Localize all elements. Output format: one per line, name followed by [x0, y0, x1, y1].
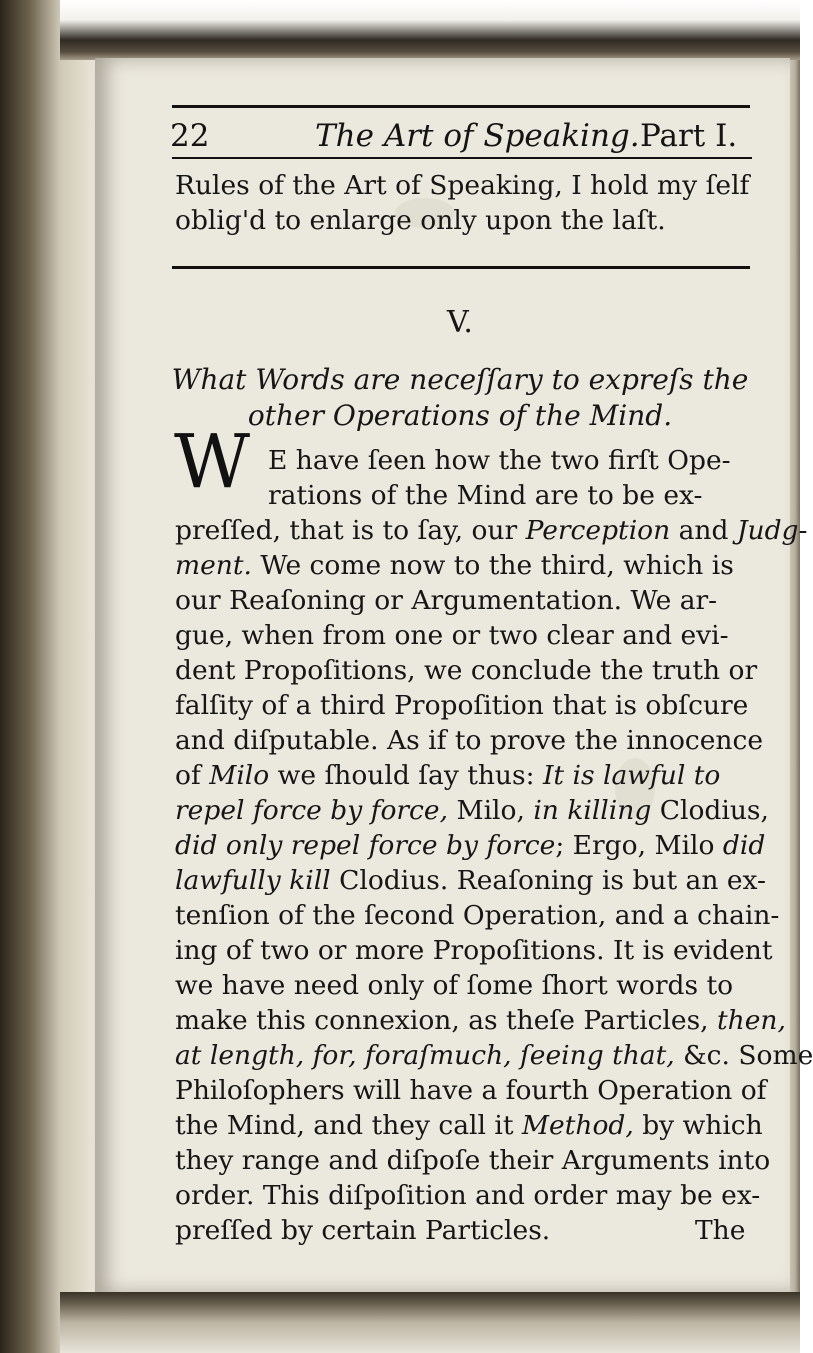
- header-top-rule: [172, 105, 750, 108]
- body-line-9: and diſputable. As if to prove the innocence: [175, 725, 764, 756]
- part-label: Part I.: [640, 118, 738, 154]
- body-line-7: dent Propoſitions, we conclude the truth or: [175, 655, 758, 686]
- body-line-10: of Milo we ſhould ſay thus: It is lawful to: [175, 760, 721, 791]
- body-line-8: falſity of a third Propoſition that is obſcure: [175, 690, 749, 721]
- body-line-17: make this connexion, as theſe Particles, then,: [175, 1005, 786, 1036]
- body-line-16: we have need only of ſome ſhort words to: [175, 970, 734, 1001]
- book-binding-top: [60, 0, 800, 60]
- body-line-20: the Mind, and they call it Method, by which: [175, 1110, 763, 1141]
- section-heading-line-2: other Operations of the Mind.: [247, 399, 673, 432]
- running-title: The Art of Speaking.: [315, 118, 640, 154]
- body-line-2: rations of the Mind are to be ex-: [268, 480, 703, 511]
- body-line-22: order. This diſpoſition and order may be ex-: [175, 1180, 761, 1211]
- drop-cap: W: [174, 419, 251, 505]
- body-line-13: lawfully kill Clodius. Reaſoning is but an ex-: [175, 865, 766, 896]
- page-header: [170, 118, 770, 158]
- body-line-21: they range and diſpoſe their Arguments into: [175, 1145, 771, 1176]
- section-divider-rule: [172, 266, 750, 269]
- body-line-14: tenſion of the ſecond Operation, and a chain-: [175, 900, 780, 931]
- body-line-5: our Reaſoning or Argumentation. We ar-: [175, 585, 718, 616]
- intro-line-2: oblig'd to enlarge only upon the laſt.: [175, 205, 666, 236]
- catchword: The: [695, 1215, 746, 1246]
- header-bottom-rule: [172, 157, 752, 159]
- body-line-18: at length, for, foraſmuch, ſeeing that, &c. Some: [175, 1040, 813, 1071]
- body-line-23: preſſed by certain Particles.: [175, 1215, 551, 1246]
- section-heading-line-1: What Words are neceſſary to expreſs the: [171, 363, 749, 396]
- page-number: 22: [170, 118, 210, 154]
- body-line-15: ing of two or more Propoſitions. It is evident: [175, 935, 773, 966]
- body-line-1: E have ſeen how the two firſt Ope-: [268, 445, 731, 476]
- body-line-19: Philoſophers will have a fourth Operation of: [175, 1075, 767, 1106]
- body-line-6: gue, when from one or two clear and evi-: [175, 620, 729, 651]
- body-line-4: ment. We come now to the third, which is: [175, 550, 734, 581]
- body-line-11: repel force by force, Milo, in killing Clodius,: [175, 795, 769, 826]
- body-line-3: preſſed, that is to ſay, our Perception and Judg-: [175, 515, 808, 546]
- book-page-edge: [60, 1292, 800, 1353]
- intro-line-1: Rules of the Art of Speaking, I hold my ſelf: [175, 170, 750, 201]
- section-number: V.: [447, 305, 473, 340]
- body-line-12: did only repel force by force; Ergo, Milo did: [175, 830, 766, 861]
